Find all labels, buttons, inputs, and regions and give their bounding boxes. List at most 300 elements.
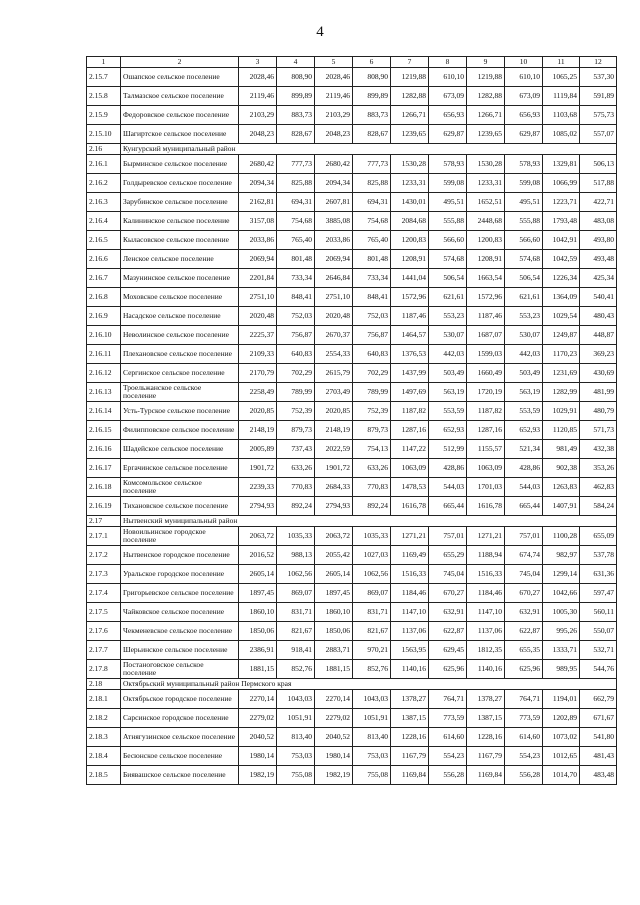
- table-row: [87, 174, 617, 193]
- value-cell: 575,73: [580, 106, 617, 125]
- row-code: 2.16.18: [87, 478, 121, 497]
- value-cell: 610,10: [429, 68, 467, 87]
- value-cell: 1407,91: [543, 497, 580, 516]
- value-cell: 2109,33: [239, 345, 277, 364]
- value-cell: 483,48: [580, 766, 617, 785]
- value-cell: 2020,85: [239, 402, 277, 421]
- value-cell: 2033,86: [315, 231, 353, 250]
- value-cell: 1085,02: [543, 125, 580, 144]
- value-cell: 1184,46: [467, 584, 505, 603]
- row-code: 2.15.8: [87, 87, 121, 106]
- table-row: [87, 728, 617, 747]
- value-cell: 652,93: [429, 421, 467, 440]
- value-cell: 1005,30: [543, 603, 580, 622]
- value-cell: 770,83: [353, 478, 391, 497]
- value-cell: 632,91: [429, 603, 467, 622]
- row-code: 2.16.17: [87, 459, 121, 478]
- value-cell: 425,34: [580, 269, 617, 288]
- settlement-name: Калининское сельское поселение: [121, 212, 239, 231]
- header-cell: 10: [505, 57, 543, 68]
- value-cell: 1219,88: [391, 68, 429, 87]
- value-cell: 1376,53: [391, 345, 429, 364]
- value-cell: 2094,34: [315, 174, 353, 193]
- settlement-name: Тихановское сельское поселение: [121, 497, 239, 516]
- value-cell: 756,87: [277, 326, 315, 345]
- value-cell: 633,26: [277, 459, 315, 478]
- table-row: [87, 87, 617, 106]
- value-cell: 2448,68: [467, 212, 505, 231]
- value-cell: 789,99: [277, 383, 315, 402]
- value-cell: 1051,91: [353, 709, 391, 728]
- row-code: 2.16.19: [87, 497, 121, 516]
- settlement-name: Биявашское сельское поселение: [121, 766, 239, 785]
- value-cell: 1282,88: [467, 87, 505, 106]
- value-cell: 1042,59: [543, 250, 580, 269]
- value-cell: 1219,88: [467, 68, 505, 87]
- value-cell: 2170,79: [239, 364, 277, 383]
- table-row: [87, 125, 617, 144]
- value-cell: 1660,49: [467, 364, 505, 383]
- table-row: [87, 155, 617, 174]
- value-cell: 1687,07: [467, 326, 505, 345]
- header-cell: 4: [277, 57, 315, 68]
- value-cell: 1378,27: [467, 690, 505, 709]
- value-cell: 828,67: [353, 125, 391, 144]
- value-cell: 537,30: [580, 68, 617, 87]
- value-cell: 1299,14: [543, 565, 580, 584]
- value-cell: 673,09: [429, 87, 467, 106]
- value-cell: 621,61: [505, 288, 543, 307]
- table-row: [87, 478, 617, 497]
- value-cell: 555,88: [505, 212, 543, 231]
- value-cell: 702,29: [277, 364, 315, 383]
- value-cell: 1170,23: [543, 345, 580, 364]
- value-cell: 1187,46: [467, 307, 505, 326]
- value-cell: 1287,16: [391, 421, 429, 440]
- value-cell: 753,03: [277, 747, 315, 766]
- value-cell: 1169,84: [467, 766, 505, 785]
- value-cell: 503,49: [505, 364, 543, 383]
- value-cell: 1701,03: [467, 478, 505, 497]
- value-cell: 1188,94: [467, 546, 505, 565]
- value-cell: 754,68: [277, 212, 315, 231]
- value-cell: 1333,71: [543, 641, 580, 660]
- value-cell: 789,99: [353, 383, 391, 402]
- value-cell: 670,27: [505, 584, 543, 603]
- value-cell: 1062,56: [353, 565, 391, 584]
- value-cell: 625,96: [429, 660, 467, 679]
- header-cell: 6: [353, 57, 391, 68]
- value-cell: 2022,59: [315, 440, 353, 459]
- value-cell: 1271,21: [467, 527, 505, 546]
- value-cell: 1572,96: [467, 288, 505, 307]
- value-cell: 2684,33: [315, 478, 353, 497]
- settlement-name: Шерьинское сельское поселение: [121, 641, 239, 660]
- value-cell: 869,07: [277, 584, 315, 603]
- value-cell: 622,87: [505, 622, 543, 641]
- value-cell: 1901,72: [239, 459, 277, 478]
- value-cell: 495,51: [429, 193, 467, 212]
- settlement-name: Сарсинское городское поселение: [121, 709, 239, 728]
- value-cell: 555,88: [429, 212, 467, 231]
- value-cell: 640,83: [277, 345, 315, 364]
- settlement-name: Чайковское сельское поселение: [121, 603, 239, 622]
- value-cell: 1266,71: [467, 106, 505, 125]
- row-code: 2.16.15: [87, 421, 121, 440]
- value-cell: 2201,84: [239, 269, 277, 288]
- settlement-name: Плехановское сельское поселение: [121, 345, 239, 364]
- value-cell: 2055,42: [315, 546, 353, 565]
- value-cell: 1100,28: [543, 527, 580, 546]
- value-cell: 1063,09: [391, 459, 429, 478]
- value-cell: 614,60: [505, 728, 543, 747]
- row-code: 2.15.9: [87, 106, 121, 125]
- table-row: [87, 307, 617, 326]
- value-cell: 652,93: [505, 421, 543, 440]
- value-cell: 2048,23: [239, 125, 277, 144]
- value-cell: 1441,04: [391, 269, 429, 288]
- value-cell: 503,49: [429, 364, 467, 383]
- value-cell: 2680,42: [239, 155, 277, 174]
- value-cell: 591,89: [580, 87, 617, 106]
- value-cell: 852,76: [277, 660, 315, 679]
- value-cell: 1720,19: [467, 383, 505, 402]
- value-cell: 1239,65: [467, 125, 505, 144]
- value-cell: 1881,15: [315, 660, 353, 679]
- settlement-name: Уральское городское поселение: [121, 565, 239, 584]
- table-row: [87, 288, 617, 307]
- value-cell: 1263,83: [543, 478, 580, 497]
- value-cell: 670,27: [429, 584, 467, 603]
- value-cell: 1812,35: [467, 641, 505, 660]
- value-cell: 1202,89: [543, 709, 580, 728]
- settlement-name: Мазунинское сельское поселение: [121, 269, 239, 288]
- settlement-name: Моховское сельское поселение: [121, 288, 239, 307]
- row-code: 2.16.11: [87, 345, 121, 364]
- value-cell: 1980,14: [315, 747, 353, 766]
- value-cell: 1271,21: [391, 527, 429, 546]
- value-cell: 633,26: [353, 459, 391, 478]
- table-row: [87, 383, 617, 402]
- value-cell: 553,23: [429, 307, 467, 326]
- table-row: [87, 766, 617, 785]
- row-code: 2.16.5: [87, 231, 121, 250]
- value-cell: 632,91: [505, 603, 543, 622]
- value-cell: 428,86: [505, 459, 543, 478]
- table-row: [87, 269, 617, 288]
- table-row: [87, 212, 617, 231]
- settlement-name: Голдыревское сельское поселение: [121, 174, 239, 193]
- value-cell: 662,79: [580, 690, 617, 709]
- value-cell: 825,88: [353, 174, 391, 193]
- value-cell: 754,68: [353, 212, 391, 231]
- value-cell: 1043,03: [353, 690, 391, 709]
- value-cell: 1901,72: [315, 459, 353, 478]
- row-code: 2.16.16: [87, 440, 121, 459]
- row-code: 2.17.7: [87, 641, 121, 660]
- value-cell: 1287,16: [467, 421, 505, 440]
- value-cell: 506,54: [505, 269, 543, 288]
- row-code: 2.16.1: [87, 155, 121, 174]
- table-row: [87, 402, 617, 421]
- value-cell: 2703,49: [315, 383, 353, 402]
- value-cell: 899,89: [353, 87, 391, 106]
- value-cell: 1387,15: [467, 709, 505, 728]
- value-cell: 918,41: [277, 641, 315, 660]
- value-cell: 1980,14: [239, 747, 277, 766]
- value-cell: 1478,53: [391, 478, 429, 497]
- value-cell: 2279,02: [239, 709, 277, 728]
- value-cell: 2670,37: [315, 326, 353, 345]
- header-cell: 5: [315, 57, 353, 68]
- value-cell: 757,01: [429, 527, 467, 546]
- table-row: [87, 193, 617, 212]
- settlement-name: Шагиртское сельское поселение: [121, 125, 239, 144]
- value-cell: 553,59: [505, 402, 543, 421]
- value-cell: 1119,84: [543, 87, 580, 106]
- header-cell: 9: [467, 57, 505, 68]
- value-cell: 1035,33: [277, 527, 315, 546]
- row-code: 2.18.4: [87, 747, 121, 766]
- value-cell: 828,67: [277, 125, 315, 144]
- value-cell: 2279,02: [315, 709, 353, 728]
- value-cell: 2680,42: [315, 155, 353, 174]
- value-cell: 756,87: [353, 326, 391, 345]
- value-cell: 813,40: [353, 728, 391, 747]
- value-cell: 1051,91: [277, 709, 315, 728]
- value-cell: 2258,49: [239, 383, 277, 402]
- value-cell: 671,67: [580, 709, 617, 728]
- value-cell: 1850,06: [315, 622, 353, 641]
- value-cell: 1228,16: [391, 728, 429, 747]
- value-cell: 1793,48: [543, 212, 580, 231]
- value-cell: 777,73: [353, 155, 391, 174]
- row-code: 2.17.2: [87, 546, 121, 565]
- value-cell: 808,90: [353, 68, 391, 87]
- table-row: [87, 364, 617, 383]
- settlement-name: Зарубинское сельское поселение: [121, 193, 239, 212]
- value-cell: 1140,16: [391, 660, 429, 679]
- value-cell: 462,83: [580, 478, 617, 497]
- table-row: [87, 106, 617, 125]
- value-cell: 1073,02: [543, 728, 580, 747]
- header-cell: 12: [580, 57, 617, 68]
- header-cell: 8: [429, 57, 467, 68]
- value-cell: 2119,46: [315, 87, 353, 106]
- value-cell: 2270,14: [239, 690, 277, 709]
- value-cell: 1239,65: [391, 125, 429, 144]
- value-cell: 1194,01: [543, 690, 580, 709]
- value-cell: 353,26: [580, 459, 617, 478]
- value-cell: 625,96: [505, 660, 543, 679]
- value-cell: 1616,78: [467, 497, 505, 516]
- value-cell: 430,69: [580, 364, 617, 383]
- value-cell: 629,87: [429, 125, 467, 144]
- value-cell: 1599,03: [467, 345, 505, 364]
- value-cell: 1563,95: [391, 641, 429, 660]
- value-cell: 2148,19: [239, 421, 277, 440]
- value-cell: 2386,91: [239, 641, 277, 660]
- settlement-name: Бесюнское сельское поселение: [121, 747, 239, 766]
- value-cell: 2646,84: [315, 269, 353, 288]
- value-cell: 614,60: [429, 728, 467, 747]
- value-cell: 2270,14: [315, 690, 353, 709]
- value-cell: 1208,91: [467, 250, 505, 269]
- value-cell: 1187,82: [391, 402, 429, 421]
- settlement-name: Ленское сельское поселение: [121, 250, 239, 269]
- value-cell: 765,40: [277, 231, 315, 250]
- value-cell: 1184,46: [391, 584, 429, 603]
- value-cell: 1266,71: [391, 106, 429, 125]
- row-code: 2.17.6: [87, 622, 121, 641]
- section-row: [87, 516, 617, 527]
- value-cell: 1228,16: [467, 728, 505, 747]
- value-cell: 1147,10: [391, 603, 429, 622]
- row-code: 2.16.8: [87, 288, 121, 307]
- value-cell: 442,03: [505, 345, 543, 364]
- value-cell: 674,74: [505, 546, 543, 565]
- value-cell: 745,04: [429, 565, 467, 584]
- value-cell: 2751,10: [315, 288, 353, 307]
- value-cell: 773,59: [505, 709, 543, 728]
- value-cell: 566,60: [429, 231, 467, 250]
- settlement-name: Октябрьское городское поселение: [121, 690, 239, 709]
- value-cell: 629,87: [505, 125, 543, 144]
- settlement-name: Усть-Турское сельское поселение: [121, 402, 239, 421]
- value-cell: 2063,72: [239, 527, 277, 546]
- row-code: 2.15.7: [87, 68, 121, 87]
- value-cell: 989,95: [543, 660, 580, 679]
- value-cell: 537,78: [580, 546, 617, 565]
- value-cell: 655,09: [580, 527, 617, 546]
- value-cell: 1652,51: [467, 193, 505, 212]
- value-cell: 1042,66: [543, 584, 580, 603]
- value-cell: 988,13: [277, 546, 315, 565]
- value-cell: 506,54: [429, 269, 467, 288]
- value-cell: 2028,46: [239, 68, 277, 87]
- table-row: [87, 660, 617, 679]
- value-cell: 892,24: [353, 497, 391, 516]
- row-code: 2.17.4: [87, 584, 121, 603]
- table-row: [87, 440, 617, 459]
- value-cell: 540,41: [580, 288, 617, 307]
- value-cell: 1200,83: [467, 231, 505, 250]
- value-cell: 2069,94: [315, 250, 353, 269]
- value-cell: 2148,19: [315, 421, 353, 440]
- value-cell: 532,71: [580, 641, 617, 660]
- value-cell: 773,59: [429, 709, 467, 728]
- value-cell: 852,76: [353, 660, 391, 679]
- row-code: 2.16.9: [87, 307, 121, 326]
- row-code: 2.16.13: [87, 383, 121, 402]
- value-cell: 1137,06: [391, 622, 429, 641]
- value-cell: 1169,49: [391, 546, 429, 565]
- value-cell: 599,08: [429, 174, 467, 193]
- value-cell: 2020,48: [239, 307, 277, 326]
- value-cell: 2119,46: [239, 87, 277, 106]
- value-cell: 755,08: [277, 766, 315, 785]
- value-cell: 1572,96: [391, 288, 429, 307]
- value-cell: 553,59: [429, 402, 467, 421]
- value-cell: 801,48: [277, 250, 315, 269]
- value-cell: 899,89: [277, 87, 315, 106]
- settlement-name: Сергинское сельское поселение: [121, 364, 239, 383]
- value-cell: 517,88: [580, 174, 617, 193]
- value-cell: 1282,99: [543, 383, 580, 402]
- table-row: [87, 326, 617, 345]
- value-cell: 2615,79: [315, 364, 353, 383]
- value-cell: 550,07: [580, 622, 617, 641]
- value-cell: 483,08: [580, 212, 617, 231]
- value-cell: 801,48: [353, 250, 391, 269]
- value-cell: 694,31: [353, 193, 391, 212]
- value-cell: 765,40: [353, 231, 391, 250]
- value-cell: 753,03: [353, 747, 391, 766]
- settlement-name: Чекменевское сельское поселение: [121, 622, 239, 641]
- header-cell: 7: [391, 57, 429, 68]
- table-row: [87, 497, 617, 516]
- value-cell: 1066,99: [543, 174, 580, 193]
- value-cell: 480,79: [580, 402, 617, 421]
- settlement-name: Насадское сельское поселение: [121, 307, 239, 326]
- value-cell: 821,67: [277, 622, 315, 641]
- value-cell: 737,43: [277, 440, 315, 459]
- settlement-name: Постаноговское сельское поселение: [121, 660, 239, 679]
- table-row: [87, 527, 617, 546]
- value-cell: 578,93: [429, 155, 467, 174]
- value-cell: 1387,15: [391, 709, 429, 728]
- value-cell: 544,03: [429, 478, 467, 497]
- value-cell: 1137,06: [467, 622, 505, 641]
- value-cell: 764,71: [429, 690, 467, 709]
- value-cell: 578,93: [505, 155, 543, 174]
- value-cell: 597,47: [580, 584, 617, 603]
- settlement-name: Троельжанское сельское поселение: [121, 383, 239, 402]
- settlement-name: Филипповское сельское поселение: [121, 421, 239, 440]
- value-cell: 1897,45: [315, 584, 353, 603]
- value-cell: 752,39: [353, 402, 391, 421]
- row-code: 2.18: [87, 679, 121, 690]
- value-cell: 757,01: [505, 527, 543, 546]
- section-title: Кунгурский муниципальный район: [121, 144, 617, 155]
- value-cell: 752,39: [277, 402, 315, 421]
- value-cell: 2033,86: [239, 231, 277, 250]
- header-cell: 2: [121, 57, 239, 68]
- value-cell: 1147,10: [467, 603, 505, 622]
- value-cell: 631,36: [580, 565, 617, 584]
- value-cell: 1043,03: [277, 690, 315, 709]
- table-row: [87, 622, 617, 641]
- value-cell: 1530,28: [391, 155, 429, 174]
- row-code: 2.16.14: [87, 402, 121, 421]
- value-cell: 1881,15: [239, 660, 277, 679]
- table-row: [87, 421, 617, 440]
- value-cell: 640,83: [353, 345, 391, 364]
- value-cell: 902,38: [543, 459, 580, 478]
- section-row: [87, 679, 617, 690]
- section-title: Октябрьский муниципальный район Пермского края: [121, 679, 617, 690]
- value-cell: 752,03: [353, 307, 391, 326]
- row-code: 2.16.7: [87, 269, 121, 288]
- value-cell: 2094,34: [239, 174, 277, 193]
- value-cell: 694,31: [277, 193, 315, 212]
- value-cell: 1530,28: [467, 155, 505, 174]
- value-cell: 1155,57: [467, 440, 505, 459]
- value-cell: 530,07: [429, 326, 467, 345]
- value-cell: 1663,54: [467, 269, 505, 288]
- value-cell: 2225,37: [239, 326, 277, 345]
- table-row: [87, 459, 617, 478]
